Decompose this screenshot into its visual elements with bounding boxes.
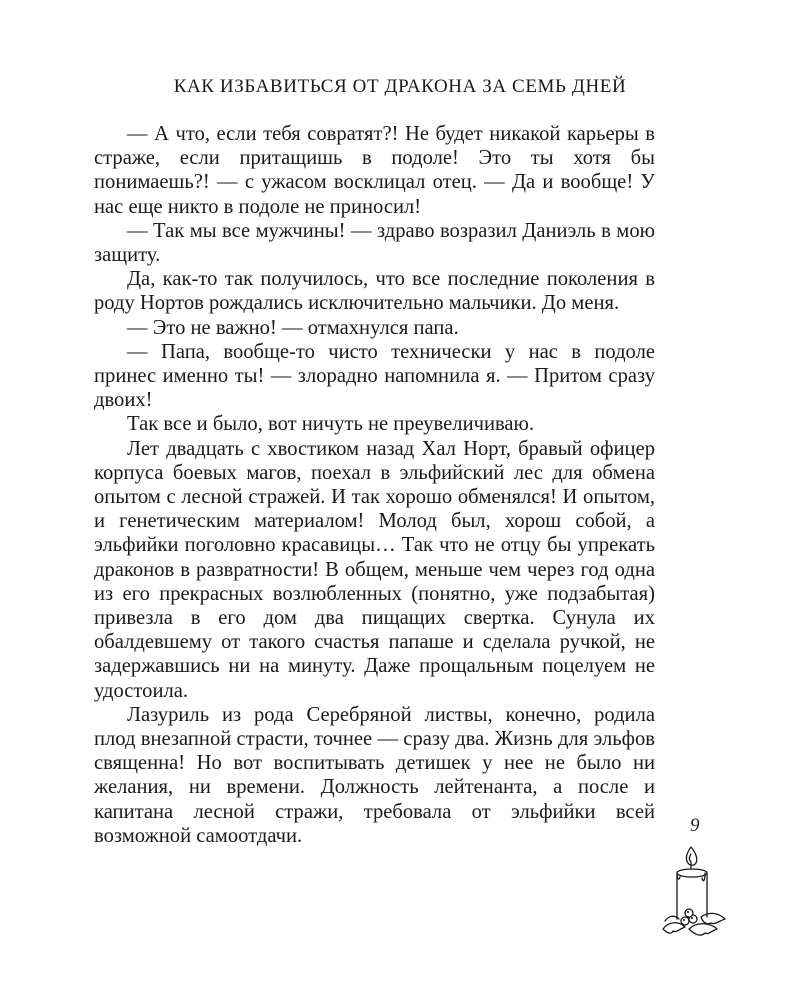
paragraph: Лазуриль из рода Серебряной листвы, конечно, родила плод внезапной страсти, точнее — сразу два. Жизнь для эльфов священна! Но вот воспитывать детишек у нее не было ни желания, ни времени. Должность лейтенанта, а после и капитана лесной стражи, требовала от эльфийки всей возможной самоотдачи. [94, 703, 655, 847]
running-title: КАК ИЗБАВИТЬСЯ ОТ ДРАКОНА ЗА СЕМЬ ДНЕЙ [173, 76, 627, 97]
paragraph: — Так мы все мужчины! — здраво возразил Даниэль в мою защиту. [94, 219, 655, 267]
paragraph: Лет двадцать с хвостиком назад Хал Норт, бравый офицер корпуса боевых магов, поехал в эльфийский лес для обмена опытом с лесной стражей. И так хорошо обменялся! И опытом, и генетическим материалом! Молод был, хорош собой, а эльфийки поголовно красавицы… Так что не отцу бы упрекать драконов в развратности! В общем, меньше чем через год одна из его прекрасных возлюбленных (понятно, уже подзабытая) привезла в его дом два пищащих свертка. Сунула их обалдевшему от такого счастья папаше и сделала ручкой, не задержавшись ни на минуту. Даже прощальным поцелуем не удостоила. [94, 437, 655, 702]
body-text [94, 122, 655, 848]
paragraph: Да, как-то так получилось, что все последние поколения в роду Нортов рождались исключительно мальчики. До меня. [94, 268, 655, 315]
paragraph: — А что, если тебя совратят?! Не будет никакой карьеры в страже, если притащишь в подоле! Это ты хотя бы понимаешь?! — с ужасом восклицал отец. — Да и вообще! У нас еще никто в подоле не приносил! [94, 123, 655, 218]
paragraph: — Папа, вообще-то чисто технически у нас в подоле принес именно ты! — злорадно напомнила я. — Притом сразу двоих! [94, 340, 655, 412]
paragraph: Так все и было, вот ничуть не преувеличиваю. [127, 413, 535, 436]
page-number: 9 [690, 815, 700, 836]
candle-with-holly-icon [655, 843, 735, 943]
paragraph: — Это не важно! — отмахнулся папа. [127, 316, 459, 339]
